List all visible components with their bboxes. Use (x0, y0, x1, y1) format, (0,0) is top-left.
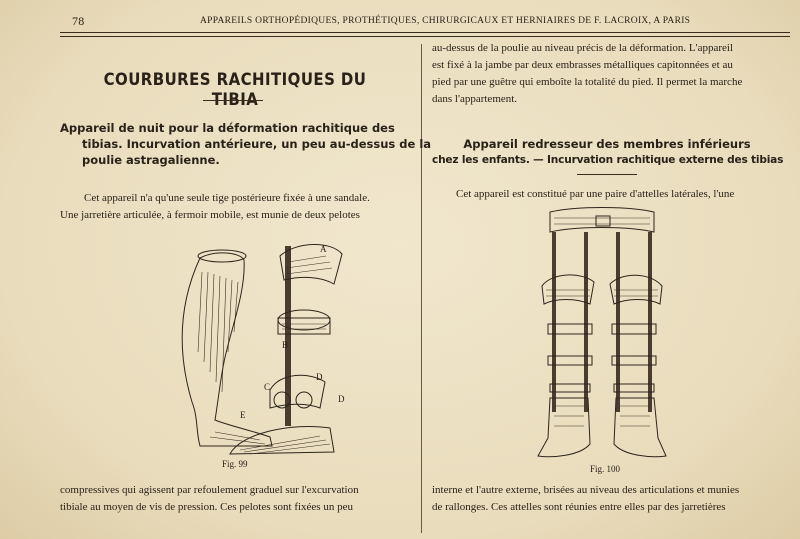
figure-100-caption: Fig. 100 (590, 464, 621, 474)
left-intro-paragraph (60, 190, 410, 224)
figure-99-illustration (120, 232, 410, 464)
left-closing-paragraph (60, 482, 410, 516)
subheading-line: Appareil de nuit pour la déformation rachitique des (60, 121, 395, 135)
figure-label: C (264, 382, 271, 392)
text-line: dans l'appartement. (432, 93, 518, 105)
figure-label: A (320, 244, 327, 254)
right-closing-paragraph (432, 482, 782, 516)
figure-label: B (282, 340, 289, 350)
text-line: pied par une guêtre qui emboîte la totalité du pied. Il permet la marche (432, 76, 743, 88)
figure-label: D (338, 394, 345, 404)
running-title: APPAREILS ORTHOPÉDIQUES, PROTHÉTIQUES, CHIRURGICAUX ET HERNIAIRES DE F. LACROIX, A PARIS (200, 16, 691, 26)
title-rule (203, 100, 263, 101)
right-continuation-paragraph (432, 40, 782, 108)
right-intro-paragraph (432, 186, 782, 203)
subheading-line: chez les enfants. — Incurvation rachitique externe des tibias (432, 154, 784, 166)
text-line: interne et l'autre externe, brisées au niveau des articulations et munies (432, 484, 740, 496)
text-line: Une jarretière articulée, à fermoir mobile, est munie de deux pelotes (60, 209, 360, 221)
page-header (60, 14, 780, 30)
left-column (60, 44, 432, 534)
right-column (432, 44, 782, 534)
text-line: tibiale au moyen de vis de pression. Ces pelotes sont fixées un peu (60, 501, 353, 513)
text-line: compressives qui agissent par refoulement graduel sur l'excurvation (60, 484, 359, 496)
right-subheading (432, 136, 782, 168)
subheading-line: tibias. Incurvation antérieure, un peu au-dessus de la (82, 137, 432, 151)
figure-label: D (316, 372, 323, 382)
header-rule-double (60, 36, 790, 37)
subheading-rule (577, 174, 637, 175)
text-line: Cet appareil n'a qu'une seule tige postérieure fixée à une sandale. (84, 192, 370, 204)
section-title: COURBURES RACHITIQUES DU TIBIA (103, 70, 367, 110)
text-line: au-dessus de la poulie au niveau précis de la déformation. L'appareil (432, 42, 734, 54)
text-line: Cet appareil est constitué par une paire d'attelles latérales, l'une (456, 188, 735, 200)
column-divider (421, 44, 422, 533)
left-subheading (60, 120, 432, 168)
page-number: 78 (72, 14, 85, 28)
text-line: de rallonges. Ces attelles sont réunies entre elles par des jarretières (432, 501, 726, 513)
subheading-line: poulie astragalienne. (82, 153, 220, 167)
figure-label: E (240, 410, 246, 420)
figure-100-illustration (532, 206, 672, 468)
figure-99-caption: Fig. 99 (222, 459, 248, 469)
subheading-line: Appareil redresseur des membres inférieurs (463, 137, 751, 151)
text-line: est fixé à la jambe par deux embrasses métalliques capitonnées et au (432, 59, 733, 71)
header-rule (60, 32, 790, 33)
